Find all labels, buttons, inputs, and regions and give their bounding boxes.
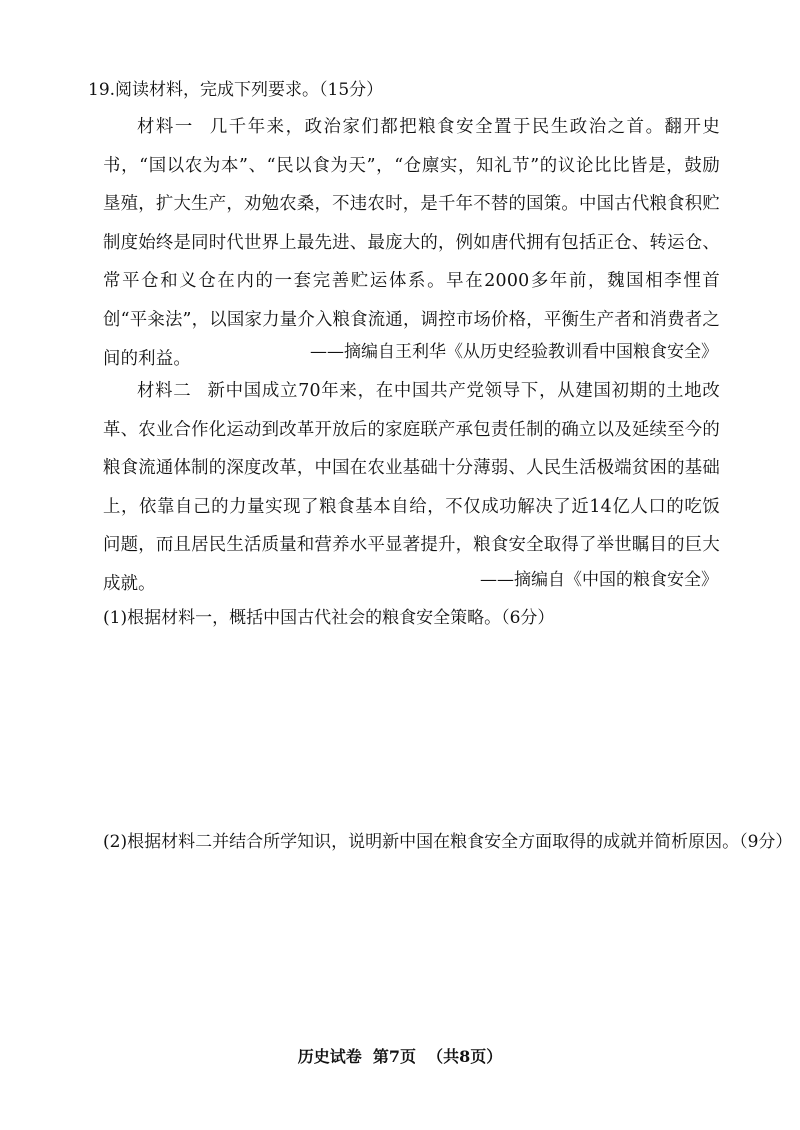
sub-question-2: (2)根据材料二并结合所学知识，说明新中国在粮食安全方面取得的成就并简析原因。（9分） xyxy=(103,832,793,852)
sub-question-1: (1)根据材料一，概括中国古代社会的粮食安全策略。（6分） xyxy=(103,608,555,628)
material-two-text: 新中国成立70年来，在中国共产党领导下，从建国初期的土地改革、农业合作化运动到改革开放后的家庭联产承包责任制的确立以及延续至今的粮食流通体制的深度改革，中国在农业基础十分薄弱、人民生活极端贫困的基础上，依靠自己的力量实现了粮食基本自给，不仅成功解决了近14亿人口的吃饭问题，而且居民生活质量和营养水平显著提升，粮食安全取得了举世瞩目的巨大成就。 xyxy=(103,381,720,594)
material-two-label: 材料二 xyxy=(137,381,192,401)
material-one-source: ——摘编自王利华《从历史经验教训看中国粮食安全》 xyxy=(310,342,718,362)
question-title: 19.阅读材料，完成下列要求。（15分） xyxy=(88,80,384,100)
material-two-source: ——摘编自《中国的粮食安全》 xyxy=(480,570,718,590)
material-one-label: 材料一 xyxy=(137,117,194,137)
page-footer: 历史试卷 第7页 （共8页） xyxy=(297,1047,503,1066)
material-one xyxy=(103,108,720,378)
material-one-text: 几千年来，政治家们都把粮食安全置于民生政治之首。翻开史书，“国以农为本”、“民以食为天”，“仓廪实，知礼节”的议论比比皆是，鼓励垦殖，扩大生产，劝勉农桑，不违农时，是千年不替的国策。中国古代粮食积贮制度始终是同时代世界上最先进、最庞大的，例如唐代拥有包括正仓、转运仓、常平仓和义仓在内的一套完善贮运体系。早在2000多年前，魏国相李悝首创“平籴法”，以国家力量介入粮食流通，调控市场价格，平衡生产者和消费者之间的利益。 xyxy=(103,117,720,369)
